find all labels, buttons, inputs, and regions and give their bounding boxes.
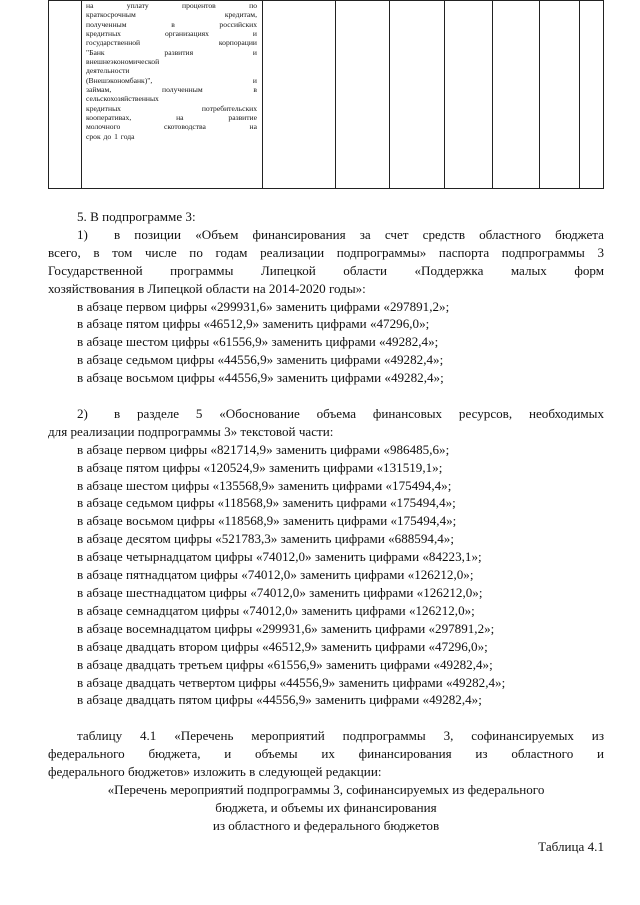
item1-line2: всего, в том числе по годам реализации подпрограммы» паспорта подпрограммы 3 [48,244,604,260]
change-item: в абзаце четырнадцатом цифры «74012,0» заменить цифрами «84223,1»; [77,549,482,565]
change-item: в абзаце двадцать пятом цифры «44556,9» заменить цифрами «49282,4»; [77,692,482,708]
item2-line2: для реализации подпрограммы 3» текстовой части: [48,423,334,439]
change-item: в абзаце десятом цифры «521783,3» заменить цифрами «688594,4»; [77,531,454,547]
change-item: в абзаце первом цифры «299931,6» заменить цифрами «297891,2»; [77,298,450,314]
event-description-text [82,1,262,141]
change-item: в абзаце первом цифры «821714,9» заменить цифрами «986485,6»; [77,441,450,457]
table-cell-empty [580,1,604,189]
table-label: Таблица 4.1 [538,838,604,854]
section-heading: 5. В подпрограмме 3: [77,209,196,224]
item1-line3: Государственной программы Липецкой области «Поддержка малых форм [48,262,604,278]
table-intro-line2: федерального бюджета, и объемы их финансирования из областного и [48,746,604,762]
item2-changes-list [48,441,604,710]
spacer [48,387,604,405]
cell-line: кредитных организациях и [86,29,257,39]
change-item: в абзаце пятом цифры «120524,9» заменить цифрами «131519,1»; [77,459,443,475]
cell-line: полученным в российских [86,19,257,29]
cell-line: государственной корпорации [86,38,257,48]
table-cell-empty [336,1,390,189]
table-cell-empty [445,1,493,189]
change-item: в абзаце восьмом цифры «44556,9» заменить цифрами «49282,4»; [77,370,444,386]
table-intro-line3: федерального бюджетов» изложить в следующей редакции: [48,764,382,780]
table-cell-empty [263,1,336,189]
cell-line: кооперативах, на развитие [86,113,257,123]
table-cell-empty [493,1,540,189]
item2-text: в разделе 5 «Обоснование объема финансовых ресурсов, необходимых [114,405,604,421]
cell-line: сельскохозяйственных [86,94,159,104]
change-item: в абзаце шестом цифры «61556,9» заменить цифрами «49282,4»; [77,334,439,350]
cell-line: кредитных потребительских [86,103,257,113]
item2-line1 [48,405,604,423]
change-item: в абзаце пятом цифры «46512,9» заменить цифрами «47296,0»; [77,316,430,332]
table-cell-empty [540,1,580,189]
change-item: в абзаце восьмом цифры «118568,9» заменить цифрами «175494,4»; [77,513,457,529]
change-item: в абзаце седьмом цифры «44556,9» заменить цифрами «49282,4»; [77,352,444,368]
change-item: в абзаце шестнадцатом цифры «74012,0» заменить цифрами «126212,0»; [77,585,483,601]
change-item: в абзаце шестом цифры «135568,9» заменить цифрами «175494,4»; [77,477,452,493]
table-cell-event-description [82,1,263,189]
cell-line: деятельности [86,66,130,76]
item1-changes-list [48,298,604,388]
cell-line: срок до 1 года [86,131,135,141]
table-title-line2: бюджета, и объемы их финансирования [215,799,437,815]
change-item: в абзаце двадцать втором цифры «46512,9» заменить цифрами «47296,0»; [77,638,488,654]
table-intro-line1: таблицу 4.1 «Перечень мероприятий подпрограммы 3, софинансируемых из [77,728,604,744]
cell-line: краткосрочным кредитам, [86,10,257,20]
item1-line4: хозяйствования в Липецкой области на 2014-2020 годы»: [48,280,366,296]
table-cell-empty [49,1,82,189]
cell-line: займам, полученным в [86,85,257,95]
table-cell-empty [390,1,445,189]
change-item: в абзаце семнадцатом цифры «74012,0» заменить цифрами «126212,0»; [77,602,475,618]
cell-line: внешнеэкономической [86,57,160,67]
change-item: в абзаце двадцать третьем цифры «61556,9» заменить цифрами «49282,4»; [77,656,493,672]
change-item: в абзаце восемнадцатом цифры «299931,6» заменить цифрами «297891,2»; [77,620,495,636]
item2-number: 2) [77,405,88,421]
previous-table-fragment [48,0,604,189]
change-item: в абзаце седьмом цифры «118568,9» заменить цифрами «175494,4»; [77,495,456,511]
cell-line: молочного скотоводства на [86,122,257,132]
document-body [48,208,604,856]
table-title-line3: из областного и федерального бюджетов [212,817,440,833]
change-item: в абзаце пятнадцатом цифры «74012,0» заменить цифрами «126212,0»; [77,567,474,583]
cell-line: на уплату процентов по [86,1,257,10]
spacer [48,709,604,727]
cell-line: (Внешэкономбанк)", и [86,75,257,85]
item1-line1 [48,226,604,244]
item1-number: 1) [77,226,88,242]
table-title-line1: «Перечень мероприятий подпрограммы 3, софинансируемых из федерального [107,781,545,797]
cell-line: "Банк развития и [86,47,257,57]
change-item: в абзаце двадцать четвертом цифры «44556,9» заменить цифрами «49282,4»; [77,674,506,690]
item1-text: в позиции «Объем финансирования за счет средств областного бюджета [114,226,604,242]
